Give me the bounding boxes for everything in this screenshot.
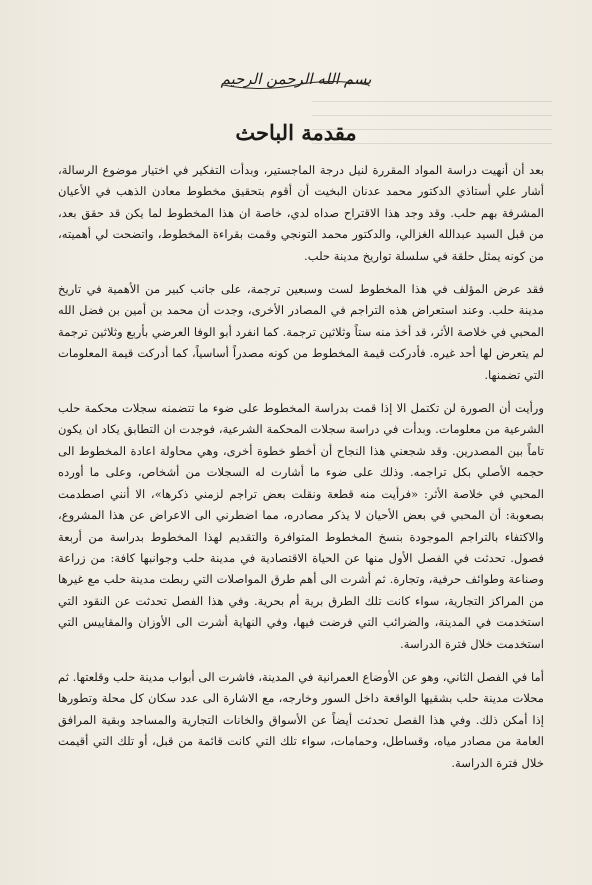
paragraph-biographies: فقد عرض المؤلف في هذا المخطوط لست وسبعين ترجمة، على جانب كبير من الأهمية في تاريخ مدينة حلب. وعند استعراض هذه التراجم في المصادر الأخرى، وجدت أن محمد بن أمين بن فضل الله المحبي في خلاصة الأثر، قد أخذ منه ستاً وثلاثين ترجمة. كما انفرد أبو الوفا العرضي بأربع وثلاثين ترجمة لم يتعرض لها أحد غيره. فأدركت قيمة المخطوط من كونه مصدراً أساسياً، كما أدركت قيمة المعلومات التي تضمنها. [58,282,544,382]
basmala-text: بسم الله الرحمن الرحيم [220,70,372,88]
page-body [58,160,544,786]
basmala-flourish [221,78,371,92]
paragraph-chapter-two: أما في الفصل الثاني، وهو عن الأوضاع العمرانية في المدينة، فاشرت الى أبواب مدينة حلب وقلعتها. ثم محلات مدينة حلب بشقيها الواقعة داخل السور وخارجه، مع الاشارة الى عدد سكان كل محلة وتطورها إذا أمكن ذلك. وفي هذا الفصل تحدثت أيضاً عن الأسواق والخانات التجارية والمساجد وبقية المرافق العامة من مصادر مياه، وقساطل، وحمامات، سواء تلك التي كانت قائمة من قبل، أو تلك التي أقيمت خلال فترة الدراسة. [58,669,544,770]
paragraph-intro: بعد أن أنهيت دراسة المواد المقررة لنيل درجة الماجستير، وبدأت التفكير في اختيار موضوع الرسالة، أشار علي أستاذي الدكتور محمد عدنان البخيت أن أقوم بتحقيق مخطوط معادن الذهب في الأعيان المشرفة بهم حلب. وقد وجد هذا الاقتراح صداه لدي، خاصة ان هذا المخطوط لما يكن قد حقق بعد، من قبل السيد عبدالله الغزالي، والدكتور محمد التونجي وقمت بقراءة المخطوط، واتضحت لي أهميته، من كونه يمثل حلقة في سلسلة تواريخ مدينة حلب. [58,163,544,263]
section-title: مقدمة الباحث [235,120,357,145]
paragraph-study-chapter-one: ورأيت أن الصورة لن تكتمل الا إذا قمت بدراسة المخطوط على ضوء ما تتضمنه سجلات محكمة حلب الشرعية من معلومات. وبدأت في دراسة سجلات المحكمة الشرعية، فوجدت ان التطابق يكاد ان يكون تاماً بين المصدرين. وقد شجعني هذا النجاح أن أخطو خطوة أخرى، وهي محاولة اعادة المخطوط الى حجمه الأصلي بكل تراجمه. وذلك على ضوء ما أشارت له السجلات من أشخاص، وعلى ما أورده المحبي في خلاصة الأثر: «فرأيت منه قطعة ونقلت بعض تراجم لزمني ذكرها»، الا أنني اصطدمت بصعوبة: أن المحبي في بعض الأحيان لا يذكر مصادره، مما اضطرني الى الاعراض عن هذا المشروع، والاكتفاء بالتراجم الموجودة بنسخ المخطوط المتوافرة والتقديم لهذا المخطوط بدراسة من أربعة فصول. تحدثت في الفصل الأول منها عن الحياة الاقتصادية في مدينة حلب وجوانبها كافة: من زراعة وصناعة وطوائف حرفية، وتجارة. ثم أشرت الى أهم طرق المواصلات التي ربطت مدينة حلب مع غيرها من المراكز التجارية، سواء كانت تلك الطرق برية أم بحرية. وفي هذا الفصل تحدثت عن النقود التي استخدمت في المدينة، والضرائب التي فرضت فيها، وفي النهاية أشرت الى الأوزان والمقاييس التي استخدمت خلال فترة الدراسة. [58,401,544,651]
basmala-calligraphy [0,70,592,88]
